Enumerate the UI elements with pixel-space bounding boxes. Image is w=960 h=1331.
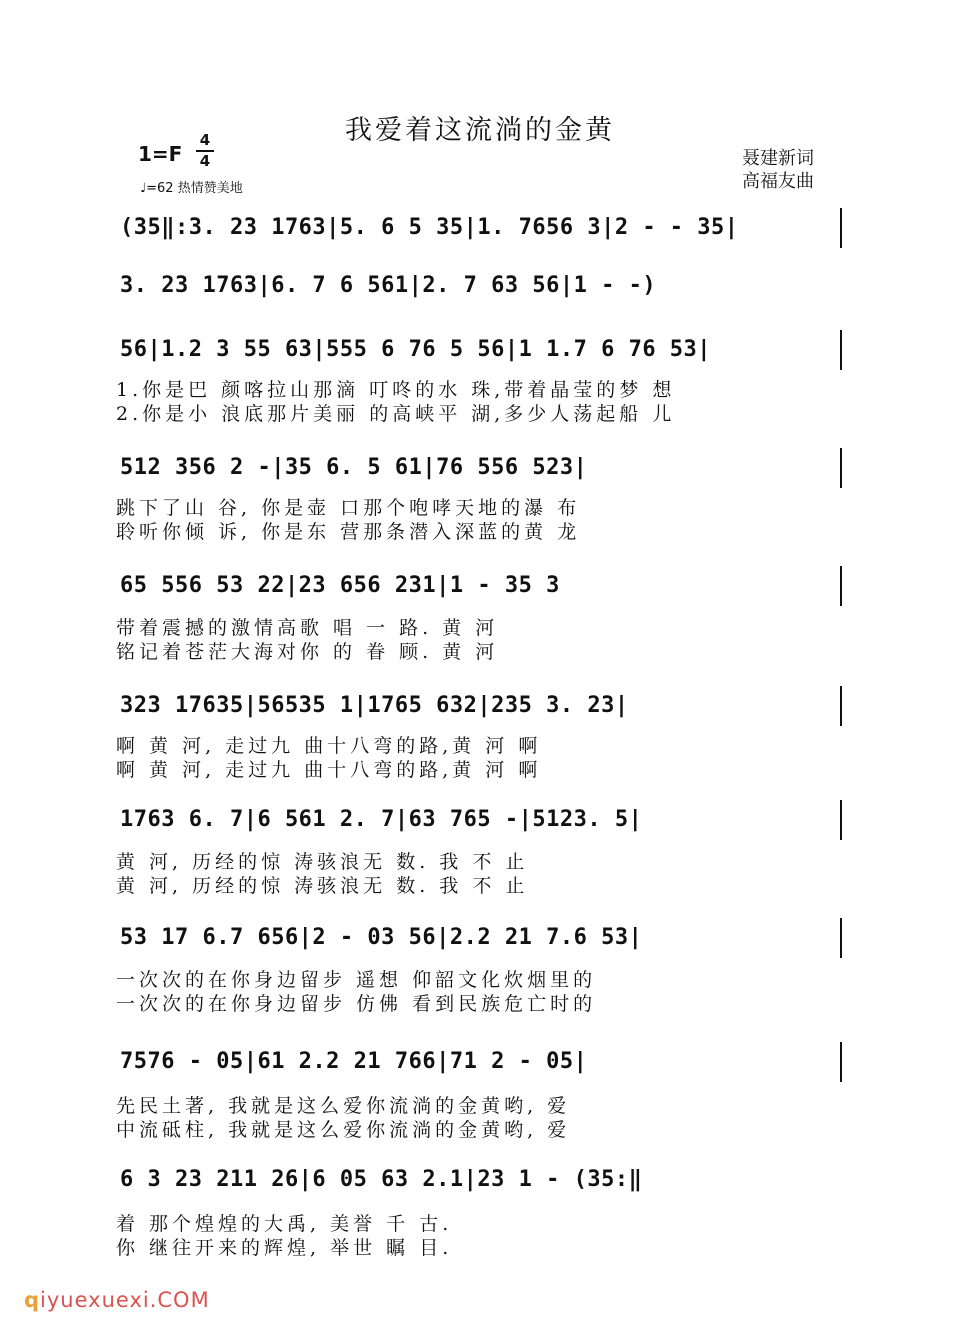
lyrics-verse2-line5: 铭记着苍茫大海对你 的 眷 顾. 黄 河 xyxy=(116,641,499,663)
score-system-7 xyxy=(120,800,840,840)
end-barline xyxy=(840,1042,842,1082)
lyrics-verse2-line4: 聆听你倾 诉, 你是东 营那条潜入深蓝的黄 龙 xyxy=(116,521,581,543)
lyrics-verse2-line9: 中流砥柱, 我就是这么爱你流淌的金黄哟, 爱 xyxy=(116,1119,571,1141)
tempo-marking: ♩=62 热情赞美地 xyxy=(140,181,243,196)
song-title: 我爱着这流淌的金黄 xyxy=(345,115,615,146)
end-barline xyxy=(840,330,842,370)
end-barline xyxy=(840,566,842,606)
lyrics-verse2-line10: 你 继往开来的辉煌, 举世 瞩 目. xyxy=(116,1237,453,1259)
end-barline xyxy=(840,800,842,840)
lyrics-verse2-line8: 一次次的在你身边留步 仿佛 看到民族危亡时的 xyxy=(116,993,597,1015)
composer-credit: 高福友曲 xyxy=(742,171,814,192)
score-system-10 xyxy=(120,1160,840,1200)
notation-line: 65 556 53 22|23 656 231|1 - 35 3 xyxy=(120,573,560,598)
notation-line: 1763 6. 7|6 561 2. 7|63 765 -|5123. 5| xyxy=(120,807,643,832)
lyrics-verse1-line10: 着 那个煌煌的大禹, 美誉 千 古. xyxy=(116,1213,453,1235)
score-system-6 xyxy=(120,686,840,726)
meter-top: 4 xyxy=(199,131,211,149)
lyrics-verse1-line3: 1.你是巴 颜喀拉山那滴 叮咚的水 珠,带着晶莹的梦 想 xyxy=(116,379,676,401)
watermark-text: iyuexuexi.COM xyxy=(40,1288,210,1312)
score-system-3 xyxy=(120,330,840,370)
score-system-8 xyxy=(120,918,840,958)
notation-line: 53 17 6.7 656|2 - 03 56|2.2 21 7.6 53| xyxy=(120,925,643,950)
meter-bottom: 4 xyxy=(199,152,211,170)
end-barline xyxy=(840,918,842,958)
lyrics-verse1-line9: 先民土著, 我就是这么爱你流淌的金黄哟, 爱 xyxy=(116,1095,571,1117)
lyrics-verse2-line6: 啊 黄 河, 走过九 曲十八弯的路,黄 河 啊 xyxy=(116,759,542,781)
notation-line: 6 3 23 211 26|6 05 63 2.1|23 1 - (35:‖ xyxy=(120,1167,643,1192)
score-system-2 xyxy=(120,266,840,306)
score-system-9 xyxy=(120,1042,840,1082)
score-system-5 xyxy=(120,566,840,606)
notation-line: 3. 23 1763|6. 7 6 561|2. 7 63 56|1 - -) xyxy=(120,273,657,298)
lyrics-verse1-line4: 跳下了山 谷, 你是壶 口那个咆哮天地的瀑 布 xyxy=(116,497,581,519)
score-system-1 xyxy=(120,208,840,248)
end-barline xyxy=(840,448,842,488)
lyrics-verse1-line6: 啊 黄 河, 走过九 曲十八弯的路,黄 河 啊 xyxy=(116,735,542,757)
notation-line: 512 356 2 -|35 6. 5 61|76 556 523| xyxy=(120,455,588,480)
site-watermark xyxy=(24,1288,210,1312)
lyricist-credit: 聂建新词 xyxy=(742,148,814,169)
notation-line: 7576 - 05|61 2.2 21 766|71 2 - 05| xyxy=(120,1049,588,1074)
lyrics-verse1-line7: 黄 河, 历经的惊 涛骇浪无 数. 我 不 止 xyxy=(116,851,529,873)
notation-line: 56|1.2 3 55 63|555 6 76 5 56|1 1.7 6 76 53| xyxy=(120,337,712,362)
key-signature: 1=F xyxy=(138,142,183,166)
notation-line: 323 17635|56535 1|1765 632|235 3. 23| xyxy=(120,693,629,718)
lyrics-verse1-line8: 一次次的在你身边留步 遥想 仰韶文化炊烟里的 xyxy=(116,969,597,991)
end-barline xyxy=(840,686,842,726)
end-barline xyxy=(840,208,842,248)
watermark-logo-letter: q xyxy=(24,1288,41,1312)
lyrics-verse2-line3: 2.你是小 浪底那片美丽 的高峡平 湖,多少人荡起船 儿 xyxy=(116,403,676,425)
lyrics-verse2-line7: 黄 河, 历经的惊 涛骇浪无 数. 我 不 止 xyxy=(116,875,529,897)
score-system-4 xyxy=(120,448,840,488)
notation-line: (35‖:3. 23 1763|5. 6 5 35|1. 7656 3|2 - - 35| xyxy=(120,215,739,240)
lyrics-verse1-line5: 带着震撼的激情高歌 唱 一 路. 黄 河 xyxy=(116,617,499,639)
time-signature xyxy=(196,132,214,170)
